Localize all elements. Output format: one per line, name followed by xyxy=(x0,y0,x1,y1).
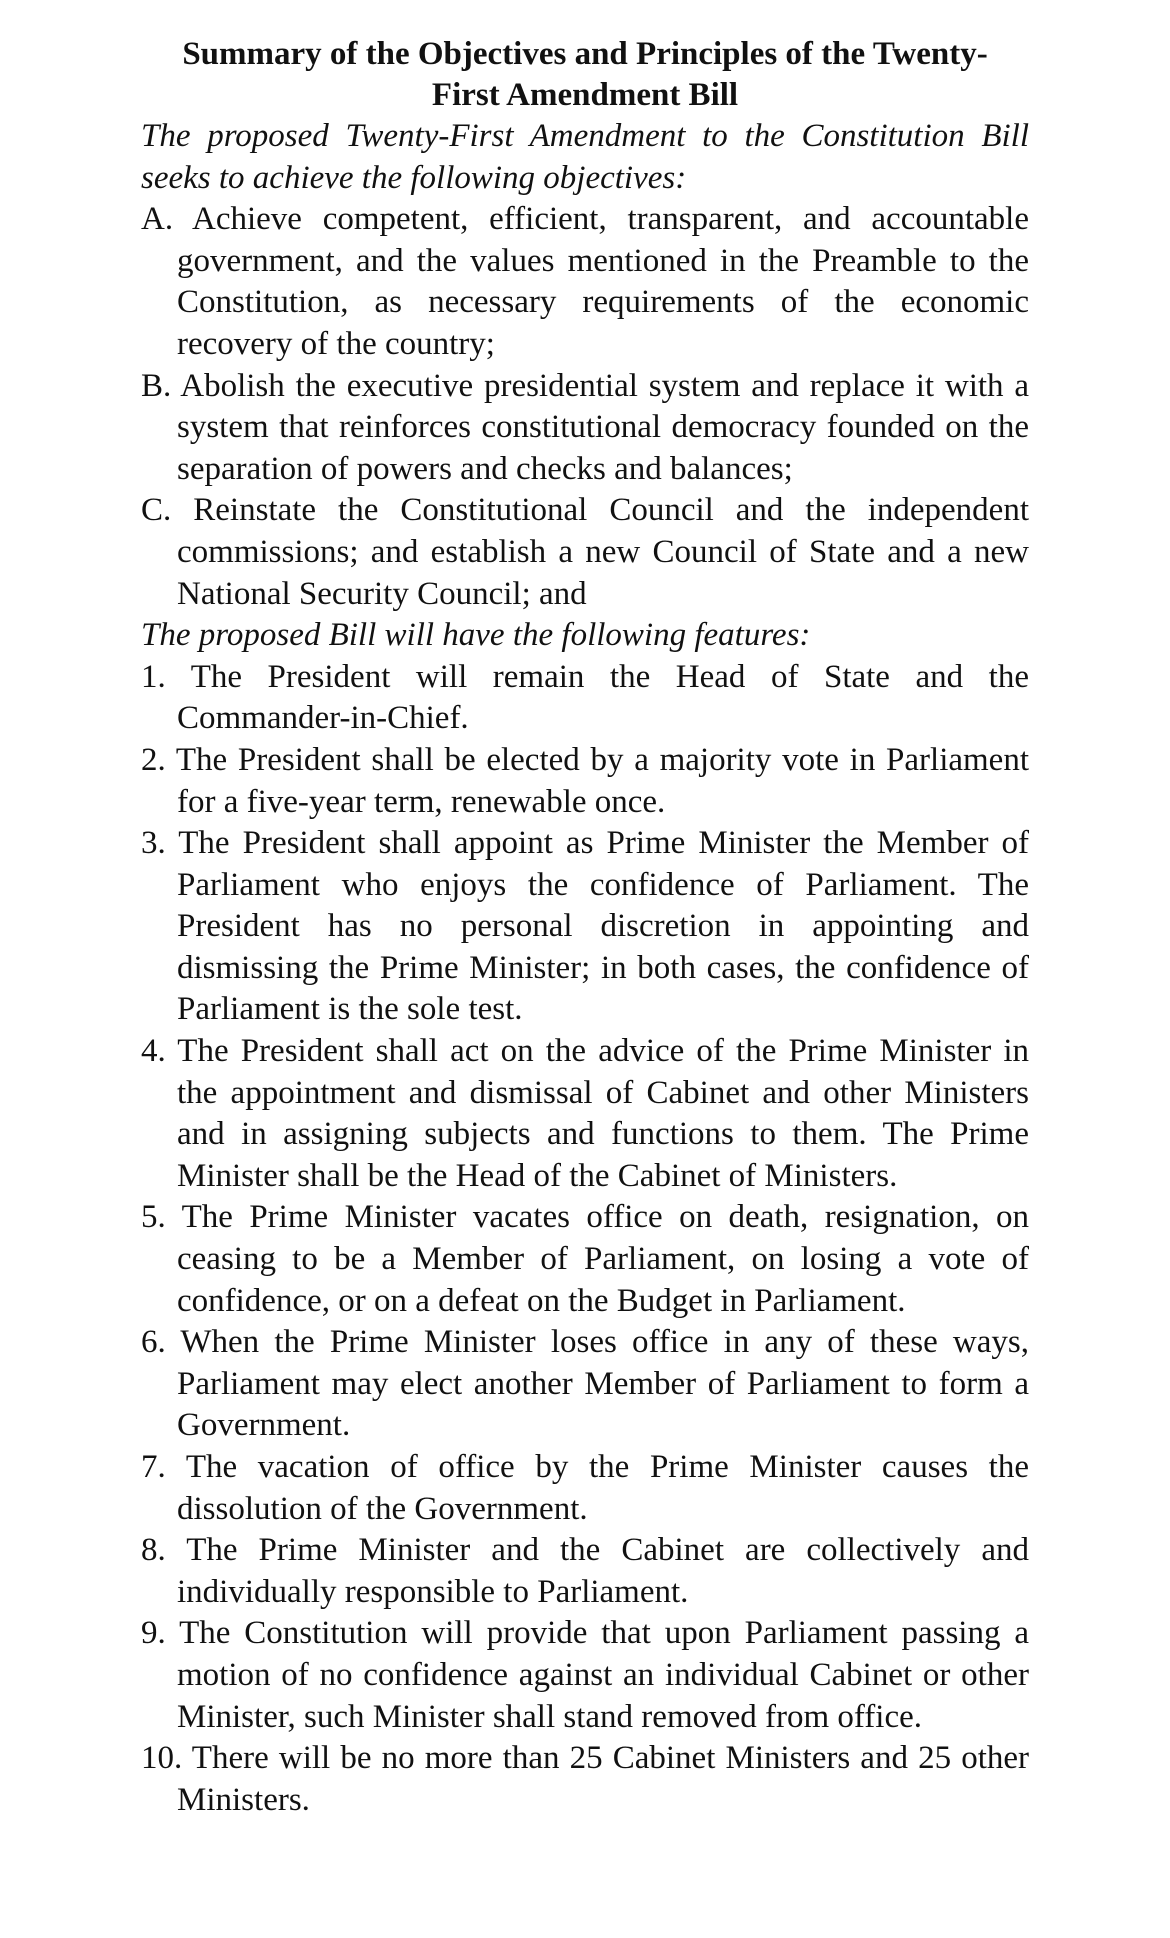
objective-marker: C. xyxy=(141,492,172,529)
feature-marker: 5. xyxy=(141,1199,166,1236)
feature-item xyxy=(141,823,1029,1031)
objective-marker: B. xyxy=(141,367,172,404)
feature-text: The President shall be elected by a majority vote in Parliament for a five-year term, renewable once. xyxy=(175,741,1029,820)
feature-marker: 7. xyxy=(141,1449,166,1485)
features-intro: The proposed Bill will have the following features: xyxy=(141,617,811,654)
feature-marker: 9. xyxy=(141,1615,166,1652)
feature-text: The Prime Minister vacates office on death, resignation, on ceasing to be a Member of Parliament, on losing a vote of confidence, or on a defeat on the Budget in Parliament. xyxy=(177,1199,1030,1319)
feature-item xyxy=(141,1031,1029,1197)
objectives-list xyxy=(141,199,1029,615)
objectives-intro: The proposed Twenty-First Amendment to the Constitution Bill seeks to achieve the following objectives: xyxy=(141,118,1029,196)
feature-item xyxy=(141,1322,1029,1447)
feature-marker: 10. xyxy=(141,1740,183,1777)
objective-item xyxy=(141,199,1029,365)
feature-item xyxy=(141,740,1029,823)
objective-item xyxy=(141,490,1029,615)
feature-item xyxy=(141,657,1029,740)
feature-item xyxy=(141,1738,1029,1821)
feature-text: The President will remain the Head of State and the Commander-in-Chief. xyxy=(177,658,1029,737)
document xyxy=(141,34,1029,1821)
objective-text: Reinstate the Constitutional Council and the independent commissions; and establish a new Council of State and a new National Security Council; and xyxy=(177,492,1029,612)
feature-item xyxy=(141,1530,1029,1613)
feature-text: The President shall act on the advice of the Prime Minister in the appointment and dismissal of Cabinet and other Ministers and in assigning subjects and functions to them. The Prime Minister shall be the Head of the Cabinet of Ministers. xyxy=(177,1033,1030,1194)
feature-marker: 4. xyxy=(141,1033,166,1070)
objective-text: Achieve competent, efficient, transparent, and accountable government, and the values mentioned in the Preamble to the Constitution, as necessary requirements of the economic recovery of the country; xyxy=(177,201,1029,362)
objective-item xyxy=(141,366,1029,491)
feature-item xyxy=(141,1197,1029,1322)
feature-text: The President shall appoint as Prime Minister the Member of Parliament who enjoys the confidence of Parliament. The President has no personal discretion in appointing and dismissing the Prime Minister; in both cases, the confidence of Parliament is the sole test. xyxy=(177,825,1030,1028)
feature-marker: 3. xyxy=(141,825,166,862)
feature-item xyxy=(141,1613,1029,1738)
document-title: Summary of the Objectives and Principles of the Twenty-First Amendment Bill xyxy=(182,36,988,113)
feature-text: There will be no more than 25 Cabinet Ministers and 25 other Ministers. xyxy=(177,1740,1030,1818)
feature-marker: 2. xyxy=(141,741,166,778)
objective-marker: A. xyxy=(141,201,174,238)
feature-item xyxy=(141,1447,1029,1530)
feature-marker: 1. xyxy=(141,658,166,695)
feature-text: The Prime Minister and the Cabinet are collectively and individually responsible to Parliament. xyxy=(177,1532,1029,1610)
feature-text: When the Prime Minister loses office in any of these ways, Parliament may elect another Member of Parliament to form a Government. xyxy=(177,1324,1029,1444)
objective-text: Abolish the executive presidential system and replace it with a system that reinforces constitutional democracy founded on the separation of powers and checks and balances; xyxy=(177,367,1029,487)
features-list xyxy=(141,657,1029,1822)
feature-marker: 6. xyxy=(141,1324,166,1361)
feature-marker: 8. xyxy=(141,1532,166,1569)
feature-text: The Constitution will provide that upon Parliament passing a motion of no confidence against an individual Cabinet or other Minister, such Minister shall stand removed from office. xyxy=(177,1615,1030,1735)
feature-text: The vacation of office by the Prime Minister causes the dissolution of the Government. xyxy=(177,1449,1030,1527)
